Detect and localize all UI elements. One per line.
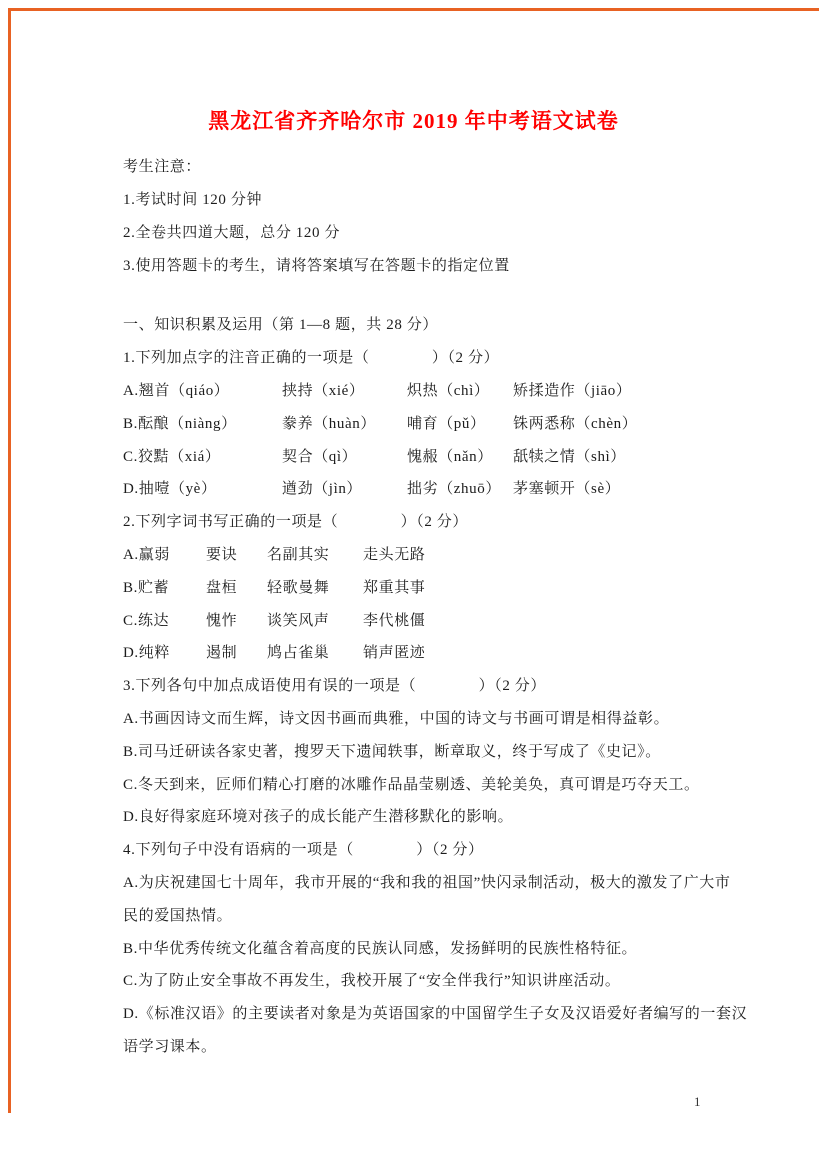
q2-a-word-2: 要诀 bbox=[206, 547, 238, 563]
q1-a-word-4: 矫揉造作（jiāo） bbox=[513, 383, 632, 399]
q1-stem: 1.下列加点字的注音正确的一项是（ ）（2 分） bbox=[123, 350, 500, 366]
q2-d-word-3: 鸠占雀巢 bbox=[267, 645, 330, 661]
q2-a-word-1: A.赢弱 bbox=[123, 547, 170, 563]
q4-option-a-line-2: 民的爱国热情。 bbox=[123, 908, 233, 924]
page-number: 1 bbox=[694, 1094, 701, 1109]
exam-title: 黑龙江省齐齐哈尔市 2019 年中考语文试卷 bbox=[208, 109, 619, 133]
q1-b-word-1: B.酝酿（niàng） bbox=[123, 416, 237, 432]
q2-b-word-3: 轻歌曼舞 bbox=[267, 580, 330, 596]
q1-b-word-2: 豢养（huàn） bbox=[282, 416, 376, 432]
q3-option-b: B.司马迁研读各家史著，搜罗天下遗闻轶事，断章取义，终于写成了《史记》。 bbox=[123, 744, 661, 760]
q4-option-b: B.中华优秀传统文化蕴含着高度的民族认同感，发扬鲜明的民族性格特征。 bbox=[123, 941, 638, 957]
q1-c-word-3: 愧赧（nǎn） bbox=[407, 449, 493, 465]
q2-d-word-2: 遏制 bbox=[206, 645, 238, 661]
notice-item-2: 2.全卷共四道大题，总分 120 分 bbox=[123, 225, 341, 241]
q3-option-c: C.冬天到来，匠师们精心打磨的冰雕作品晶莹剔透、美轮美奂，真可谓是巧夺天工。 bbox=[123, 777, 700, 793]
q2-stem: 2.下列字词书写正确的一项是（ ）（2 分） bbox=[123, 514, 469, 530]
q3-option-a: A.书画因诗文而生辉，诗文因书画而典雅，中国的诗文与书画可谓是相得益彰。 bbox=[123, 711, 670, 727]
q1-c-word-4: 舐犊之情（shì） bbox=[513, 449, 626, 465]
q4-option-c: C.为了防止安全事故不再发生，我校开展了“安全伴我行”知识讲座活动。 bbox=[123, 973, 621, 989]
q2-d-word-1: D.纯粹 bbox=[123, 645, 170, 661]
notice-item-3: 3.使用答题卡的考生，请将答案填写在答题卡的指定位置 bbox=[123, 258, 510, 274]
q1-d-word-1: D.抽噎（yè） bbox=[123, 481, 217, 497]
q1-d-word-3: 拙劣（zhuō） bbox=[407, 481, 501, 497]
q2-b-word-4: 郑重其事 bbox=[363, 580, 426, 596]
q2-c-word-2: 愧怍 bbox=[206, 613, 238, 629]
q1-a-word-2: 挟持（xié） bbox=[282, 383, 365, 399]
section-one-heading: 一、知识积累及运用（第 1—8 题，共 28 分） bbox=[123, 317, 439, 333]
q2-c-word-3: 谈笑风声 bbox=[267, 613, 330, 629]
q4-option-d-line-1: D.《标准汉语》的主要读者对象是为英语国家的中国留学生子女及汉语爱好者编写的一套汉 bbox=[123, 1006, 748, 1022]
q2-a-word-3: 名副其实 bbox=[267, 547, 330, 563]
notice-item-1: 1.考试时间 120 分钟 bbox=[123, 192, 263, 208]
q3-option-d: D.良好得家庭环境对孩子的成长能产生潜移默化的影响。 bbox=[123, 809, 514, 825]
q4-option-a-line-1: A.为庆祝建国七十周年，我市开展的“我和我的祖国”快闪录制活动，极大的激发了广大市 bbox=[123, 875, 731, 891]
q2-b-word-1: B.贮蓄 bbox=[123, 580, 170, 596]
q1-c-word-1: C.狡黠（xiá） bbox=[123, 449, 221, 465]
notice-heading: 考生注意： bbox=[123, 159, 202, 175]
q2-b-word-2: 盘桓 bbox=[206, 580, 238, 596]
q1-d-word-4: 茅塞顿开（sè） bbox=[513, 481, 621, 497]
q3-stem: 3.下列各句中加点成语使用有误的一项是（ ）（2 分） bbox=[123, 678, 547, 694]
q1-b-word-3: 哺育（pǔ） bbox=[407, 416, 486, 432]
page-accent-border-top bbox=[8, 8, 819, 11]
q2-c-word-4: 李代桃僵 bbox=[363, 613, 426, 629]
q1-b-word-4: 铢两悉称（chèn） bbox=[513, 416, 638, 432]
q1-a-word-1: A.翘首（qiáo） bbox=[123, 383, 230, 399]
q4-stem: 4.下列句子中没有语病的一项是（ ）（2 分） bbox=[123, 842, 484, 858]
q1-a-word-3: 炽热（chì） bbox=[407, 383, 490, 399]
q2-a-word-4: 走头无路 bbox=[363, 547, 426, 563]
q1-c-word-2: 契合（qì） bbox=[282, 449, 358, 465]
q2-d-word-4: 销声匿迹 bbox=[363, 645, 426, 661]
q1-d-word-2: 遒劲（jìn） bbox=[282, 481, 363, 497]
q2-c-word-1: C.练达 bbox=[123, 613, 170, 629]
q4-option-d-line-2: 语学习课本。 bbox=[123, 1039, 217, 1055]
